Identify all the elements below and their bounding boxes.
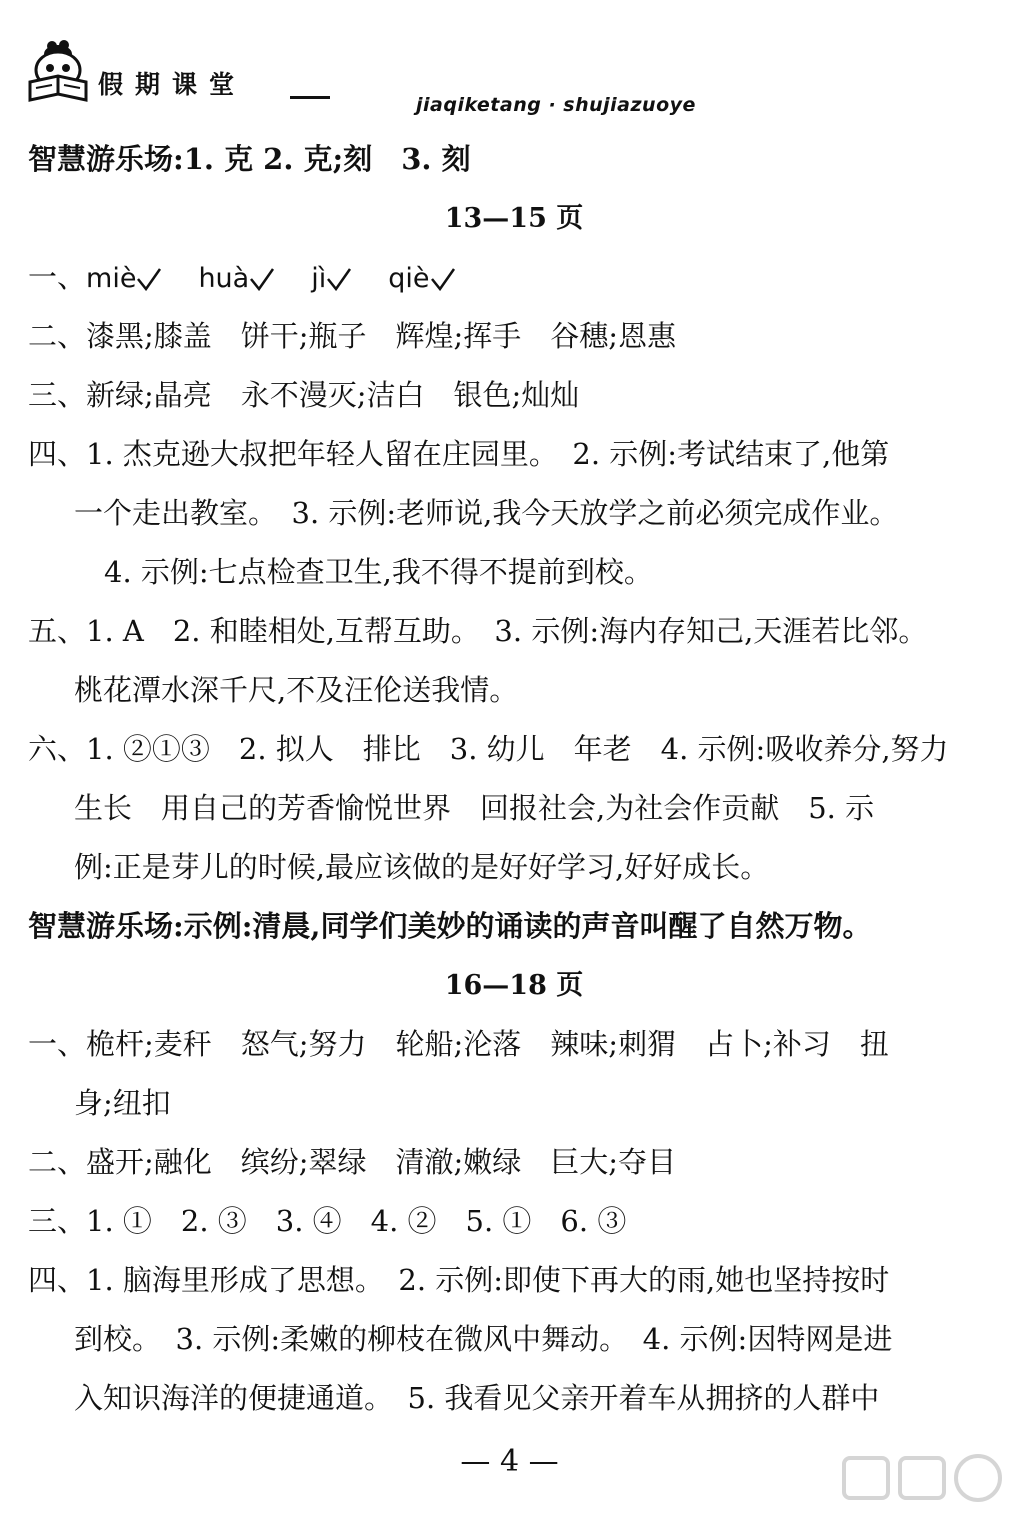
answer-content	[28, 130, 1000, 1428]
title-underline	[290, 96, 330, 99]
answer-line: 二、漆黑;膝盖 饼干;瓶子 辉煌;挥手 谷穗;恩惠	[28, 319, 677, 353]
answer-line: 生长 用自己的芳香愉悦世界 回报社会,为社会作贡献 5. 示	[74, 791, 875, 825]
answer-line: 智慧游乐场:示例:清晨,同学们美妙的诵读的声音叫醒了自然万物。	[28, 909, 872, 943]
watermark-stamp-icon	[836, 1454, 1016, 1534]
answer-line: 身;纽扣	[74, 1086, 171, 1120]
pinyin-item: miè	[86, 263, 137, 294]
section-heading: 13—15 页	[444, 203, 584, 234]
title-char: 堂	[209, 70, 247, 99]
pinyin-item: qiè	[388, 263, 430, 294]
title-char: 期	[135, 70, 173, 99]
answer-line: 四、1. 杰克逊大叔把年轻人留在庄园里。 2. 示例:考试结束了,他第	[28, 437, 890, 471]
item-prefix: 一、	[28, 260, 87, 294]
reading-child-logo-icon	[24, 36, 94, 102]
answer-line: 智慧游乐场:1. 克 2. 克;刻 3. 刻	[28, 142, 471, 176]
answer-line: 五、1. A 2. 和睦相处,互帮互助。 3. 示例:海内存知己,天涯若比邻。	[28, 614, 928, 648]
title-char: 课	[172, 70, 210, 99]
page-number: — 4 —	[460, 1444, 559, 1479]
pinyin-answer-line	[28, 248, 1000, 307]
checkmark-icon	[136, 267, 162, 291]
answer-line: 桃花潭水深千尺,不及汪伦送我情。	[74, 673, 519, 707]
page-header	[20, 28, 1000, 140]
pinyin-item: huà	[198, 263, 250, 294]
answer-line: 入知识海洋的便捷通道。 5. 我看见父亲开着车从拥挤的人群中	[74, 1381, 880, 1415]
pinyin-item: jì	[311, 263, 327, 294]
answer-line: 到校。 3. 示例:柔嫩的柳枝在微风中舞动。 4. 示例:因特网是进	[74, 1322, 893, 1356]
answer-line: 一个走出教室。 3. 示例:老师说,我今天放学之前必须完成作业。	[74, 496, 899, 530]
answer-line: 四、1. 脑海里形成了思想。 2. 示例:即使下再大的雨,她也坚持按时	[28, 1263, 890, 1297]
checkmark-icon	[249, 267, 275, 291]
answer-line: 六、1. ②①③ 2. 拟人 排比 3. 幼儿 年老 4. 示例:吸收养分,努力	[28, 732, 949, 766]
answer-line: 三、新绿;晶亮 永不漫灭;洁白 银色;灿灿	[28, 378, 580, 412]
answer-line: 4. 示例:七点检查卫生,我不得不提前到校。	[104, 555, 653, 589]
book-subtitle: jiaqiketang · shujiazuoye	[416, 94, 696, 116]
title-char: 假	[98, 70, 136, 99]
book-title	[98, 68, 313, 98]
section-heading: 16—18 页	[444, 970, 584, 1001]
answer-line: 一、桅杆;麦秆 怒气;努力 轮船;沦落 辣味;刺猬 占卜;补习 扭	[28, 1027, 889, 1061]
answer-line: 例:正是芽儿的时候,最应该做的是好好学习,好好成长。	[74, 850, 770, 884]
checkmark-icon	[326, 267, 352, 291]
answer-line: 二、盛开;融化 缤纷;翠绿 清澈;嫩绿 巨大;夺目	[28, 1145, 677, 1179]
answer-line: 三、1. ① 2. ③ 3. ④ 4. ② 5. ① 6. ③	[28, 1204, 627, 1238]
checkmark-icon	[430, 267, 456, 291]
